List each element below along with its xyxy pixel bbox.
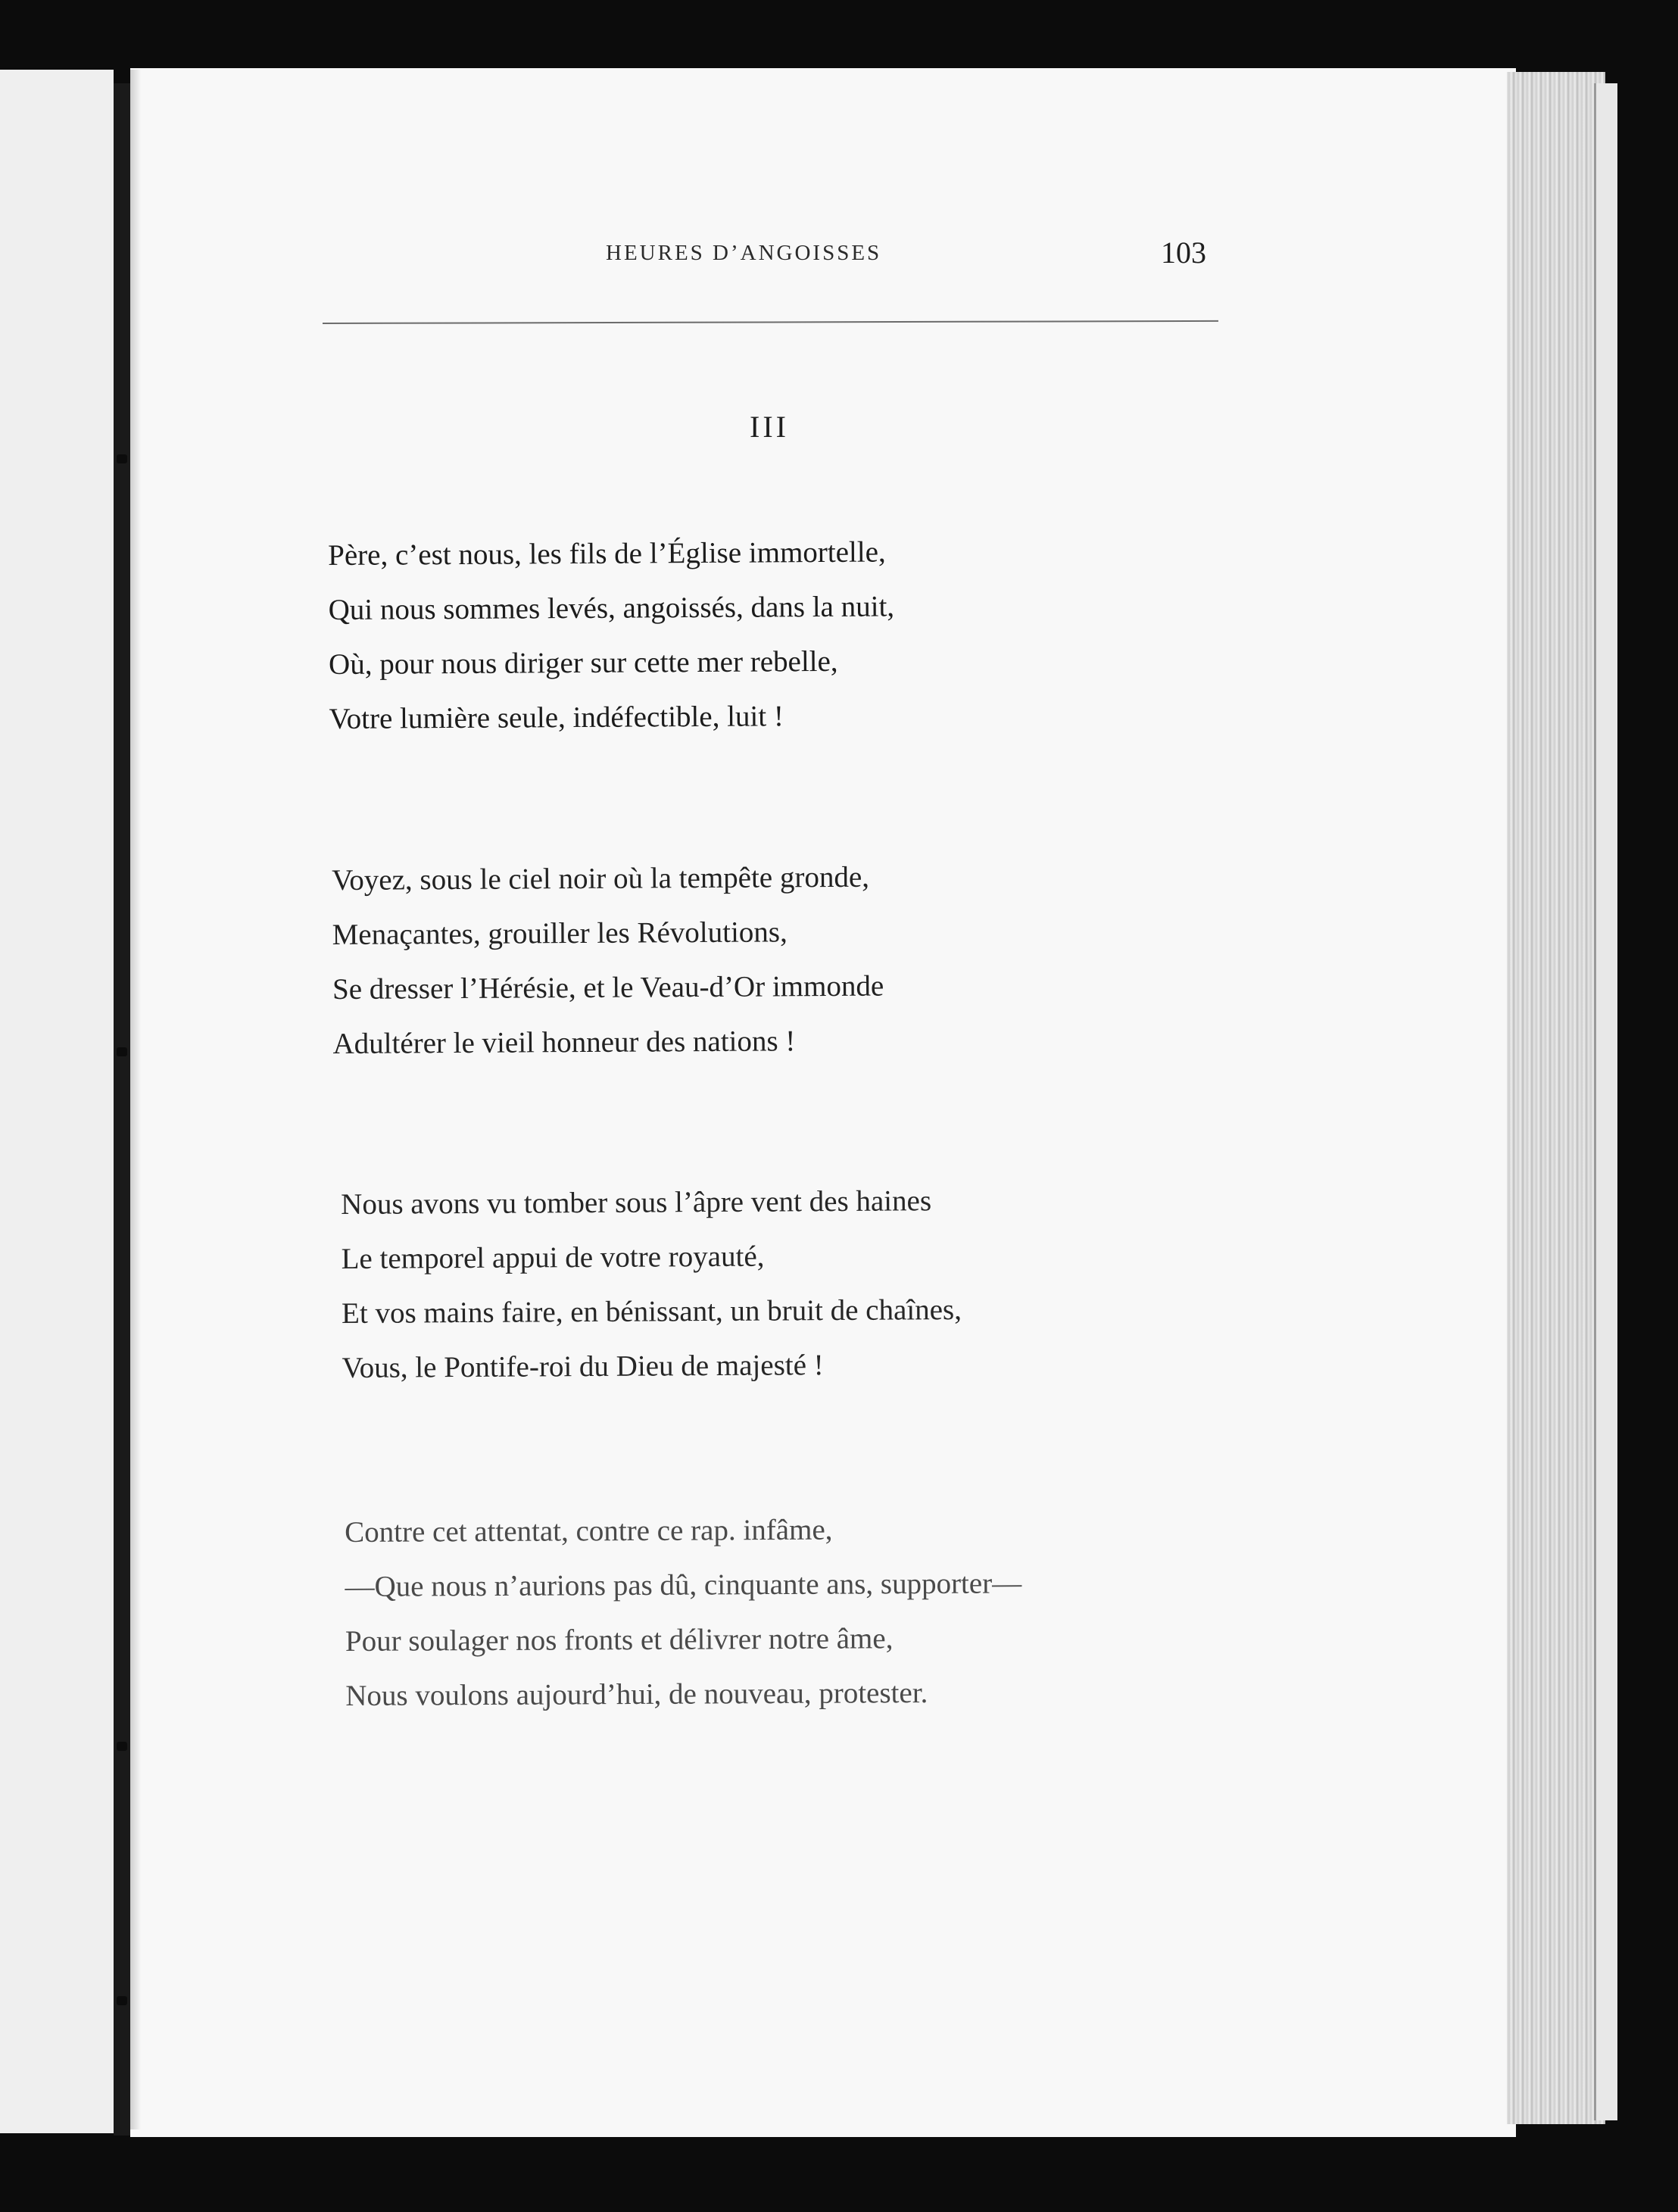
page-edges-outer (1594, 83, 1617, 2120)
stanza-1 (328, 525, 895, 747)
stanza-2 (332, 850, 884, 1072)
verse-line: Vous, le Pontife-roi du Dieu de majesté ! (342, 1349, 824, 1384)
book-binding-edge (114, 83, 130, 2136)
page-number: 103 (1161, 236, 1206, 270)
verse-line: Votre lumière seule, indéfectible, luit ! (329, 700, 784, 735)
verse-line: —Que nous n’aurions pas dû, cinquante ans, supporter— (345, 1567, 1022, 1603)
verse-line: Père, c’est nous, les fils de l’Église immortelle, (328, 535, 886, 572)
binding-stitch-mark (117, 454, 127, 463)
stanza-4 (345, 1502, 1022, 1724)
book-page (130, 68, 1516, 2137)
verse-line: Nous voulons aujourd’hui, de nouveau, protester. (345, 1676, 928, 1712)
gutter-shadow (130, 70, 141, 2129)
binding-stitch-mark (117, 1047, 127, 1056)
verse-line: Pour soulager nos fronts et délivrer notre âme, (345, 1622, 894, 1658)
running-head: HEURES D’ANGOISSES (606, 241, 882, 265)
verse-line: Nous avons vu tomber sous l’âpre vent des haines (341, 1184, 932, 1221)
binding-stitch-mark (117, 1996, 127, 2005)
binding-stitch-mark (117, 1742, 127, 1751)
stanza-3 (341, 1174, 962, 1396)
verse-line: Menaçantes, grouiller les Révolutions, (332, 916, 788, 951)
facing-page-fragment (0, 70, 114, 2133)
verse-line: Voyez, sous le ciel noir où la tempête gronde, (332, 860, 870, 897)
verse-line: Contre cet attentat, contre ce rap. infâme, (345, 1513, 833, 1549)
page-edges (1507, 72, 1605, 2124)
verse-line: Où, pour nous diriger sur cette mer rebelle, (328, 644, 838, 681)
verse-line: Le temporel appui de votre royauté, (341, 1240, 765, 1275)
verse-line: Adultérer le vieil honneur des nations ! (332, 1025, 796, 1060)
section-numeral: III (750, 410, 789, 444)
verse-line: Qui nous sommes levés, angoissés, dans la nuit, (328, 590, 895, 626)
verse-line: Et vos mains faire, en bénissant, un bruit de chaînes, (341, 1293, 962, 1330)
verse-line: Se dresser l’Hérésie, et le Veau-d’Or immonde (332, 969, 884, 1006)
